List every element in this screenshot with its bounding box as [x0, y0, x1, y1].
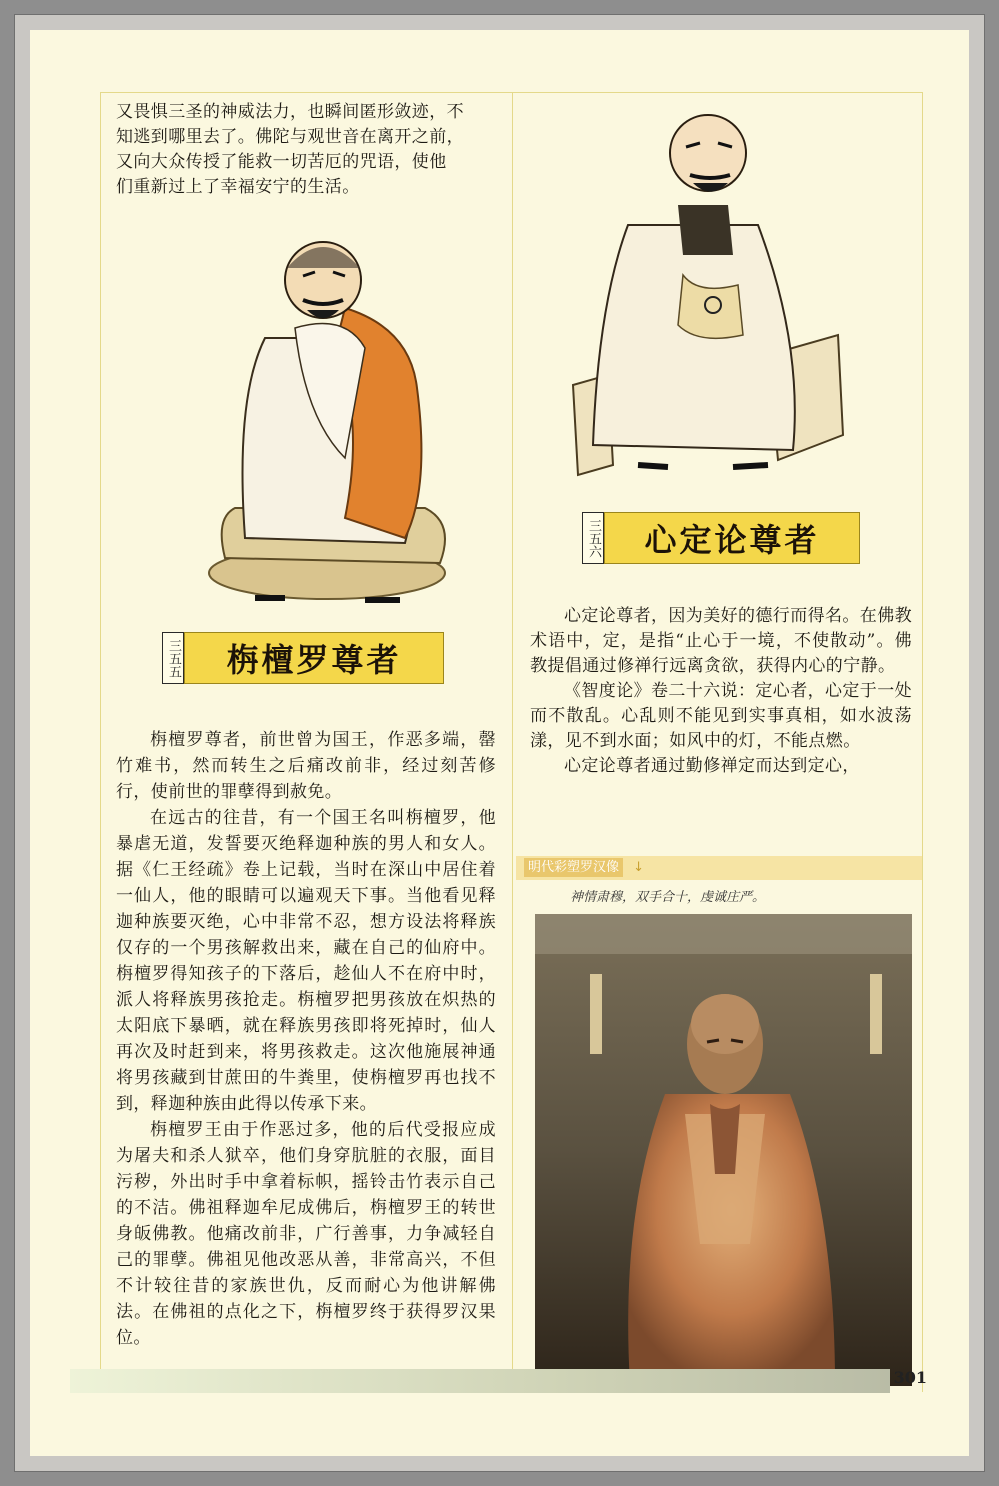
arhat-illustration-right: [568, 105, 858, 497]
intro-line: 又向大众传授了能救一切苦厄的咒语，使他: [116, 152, 447, 172]
page-number: 301: [893, 1368, 927, 1387]
paragraph: 心定论尊者，因为美好的德行而得名。在佛教术语中，定，是指“止心于一境，不使散动”。佛教提倡通过修禅行远离贪欲，获得内心的宁静。: [530, 606, 912, 676]
photo-caption-bar: [516, 856, 922, 880]
caption-text: 神情肃穆，双手合十，虔诚庄严。: [570, 890, 766, 905]
paragraph: 心定论尊者通过勤修禅定而达到定心，: [564, 756, 860, 776]
left-column-rule: [100, 92, 101, 1392]
paragraph: 《智度论》卷二十六说：定心者，心定于一处而不散乱。心乱则不能见到实事真相，如水波荡漾，见不到水面；如风中的灯，不能点燃。: [530, 681, 912, 751]
section-number: 三五五: [162, 632, 184, 684]
top-rule: [100, 92, 923, 93]
caption-title: 明代彩塑罗汉像: [524, 858, 623, 877]
paragraph: 栴檀罗尊者，前世曾为国王，作恶多端，罄竹难书，然而转生之后痛改前非，经过刻苦修行，使前世的罪孽得到赦免。: [116, 730, 496, 802]
paragraph: 在远古的往昔，有一个国王名叫栴檀罗，他暴虐无道，发誓要灭绝释迦种族的男人和女人。据《仁王经疏》卷上记载，当时在深山中居住着一仙人，他的眼睛可以遍观天下事。当他看见释迦种族要灭绝，心中非常不忍，想方设法将释族仅存的一个男孩解救出来，藏在自己的仙府中。栴檀罗得知孩子的下落后，趁仙人不在府中时，派人将释族男孩抢走。栴檀罗把男孩放在炽热的太阳底下暴晒，就在释族男孩即将死掉时，仙人再次及时赶到来，将男孩救走。这次他施展神通将男孩藏到甘蔗田的牛粪里，使栴檀罗再也找不到，释迦种族由此得以传承下来。: [116, 808, 496, 1114]
intro-text: [116, 100, 496, 200]
right-column-rule: [922, 92, 923, 1392]
arhat-title: 栴檀罗尊者: [184, 632, 444, 684]
painted-arhat-photo: [535, 914, 912, 1386]
center-column-rule: [512, 92, 513, 1392]
title-block-356: [582, 512, 860, 564]
right-body-text: [530, 604, 912, 779]
arhat-title: 心定论尊者: [604, 512, 860, 564]
arhat-illustration-left: [195, 218, 465, 610]
left-body-text: [116, 727, 496, 1351]
down-arrow-icon: ↓: [633, 860, 645, 875]
intro-line: 又畏惧三圣的神威法力，也瞬间匿形敛迹，不: [116, 102, 464, 122]
footer-bar: [70, 1369, 890, 1393]
section-number: 三五六: [582, 512, 604, 564]
title-block-355: [162, 632, 444, 684]
intro-line: 们重新过上了幸福安宁的生活。: [116, 177, 360, 197]
paragraph: 栴檀罗王由于作恶过多，他的后代受报应成为屠夫和杀人狱卒，他们身穿肮脏的衣服，面目污秽，外出时手中拿着标帜，摇铃击竹表示自己的不洁。佛祖释迦牟尼成佛后，栴檀罗王的转世身皈佛教。他痛改前非，广行善事，力争减轻自己的罪孽。佛祖见他改恶从善，非常高兴，不但不计较往昔的家族世仇，反而耐心为他讲解佛法。在佛祖的点化之下，栴檀罗终于获得罗汉果位。: [116, 1120, 496, 1348]
intro-line: 知逃到哪里去了。佛陀与观世音在离开之前，: [116, 127, 464, 147]
